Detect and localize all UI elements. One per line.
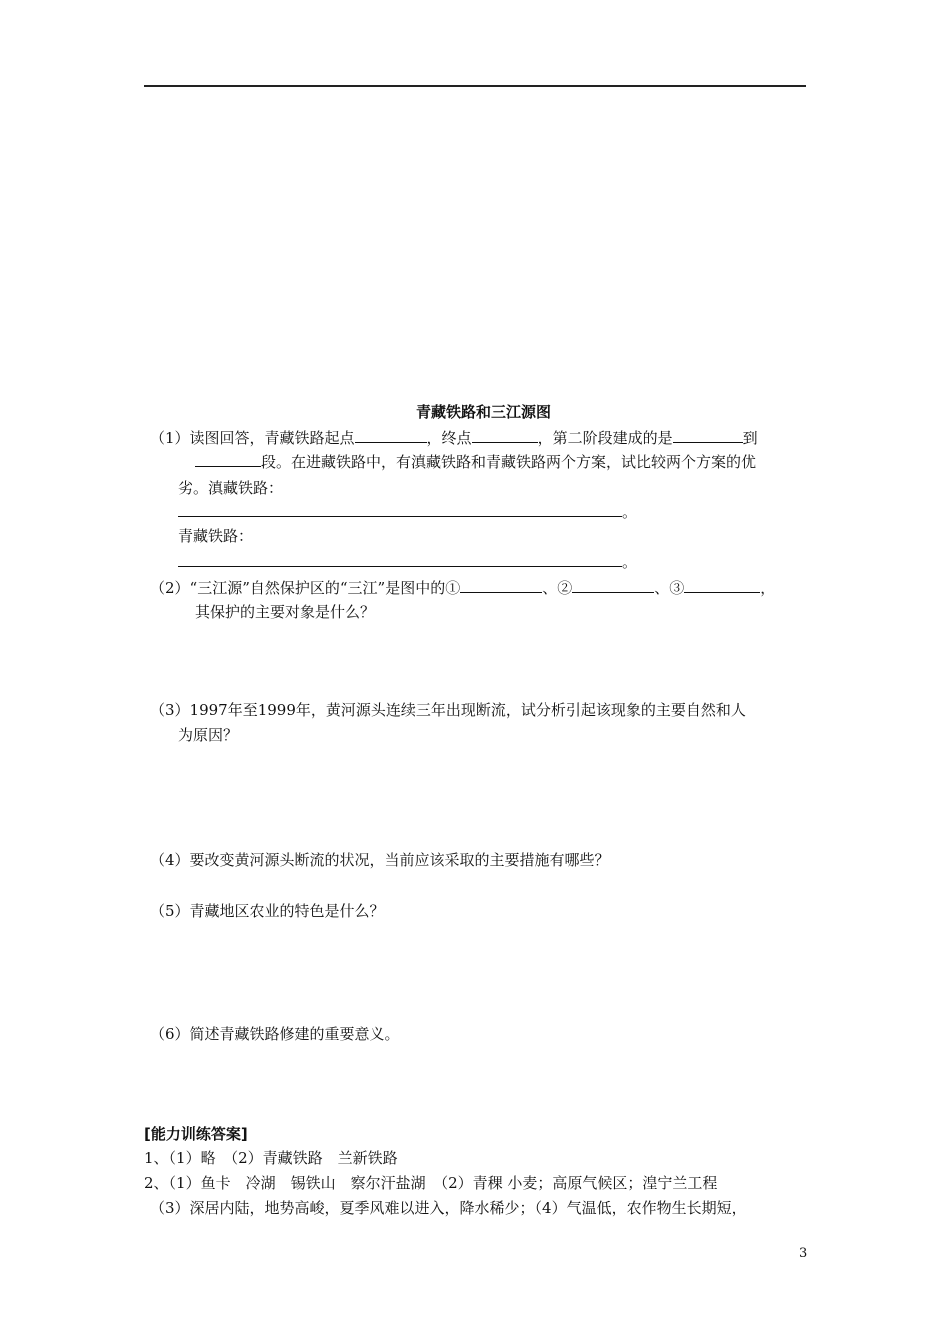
q1-line3: 劣。滇藏铁路： [178,479,284,497]
q2-tail: ， [760,579,776,597]
q3-line2: 为原因？ [178,726,239,744]
q1-qingzang-answer-line[interactable] [178,566,622,567]
q1-text-b: ，终点 [426,429,472,447]
answers-heading: [能力训练答案] [144,1125,248,1143]
q1-line1 [150,428,758,448]
q1-text-d: 到 [742,429,758,447]
q2-river2-blank[interactable] [572,578,654,593]
answers-line3: （3）深居内陆，地势高峻，夏季风难以进入，降水稀少；（4）气温低，农作物生长期短， [150,1199,747,1217]
q2-river3-blank[interactable] [684,578,760,593]
q1-line2 [195,452,756,472]
q3-line1: （3）1997年至1999年，黄河源头连续三年出现断流，试分析引起该现象的主要自然和人 [150,701,746,719]
q1-text-c: ，第二阶段建成的是 [537,429,673,447]
answers-line2: 2、（1）鱼卡 冷湖 锡铁山 察尔汗盐湖 （2）青稞 小麦；高原气候区；湟宁兰工程 [144,1174,718,1192]
answers-line1: 1、（1）略 （2）青藏铁路 兰新铁路 [144,1149,398,1167]
q2-line2: 其保护的主要对象是什么？ [195,603,376,621]
page-number: 3 [799,1246,808,1261]
figure-title: 青藏铁路和三江源图 [416,403,552,421]
q1-start-blank[interactable] [355,428,427,443]
q2-sep2: 、② [542,579,573,597]
q1-end-blank[interactable] [472,428,538,443]
q2-line1 [150,578,775,598]
q1-dianzang-answer-line[interactable] [178,516,622,517]
q2-river1-blank[interactable] [460,578,542,593]
q6-text: （6）简述青藏铁路修建的重要意义。 [150,1025,400,1043]
q5-text: （5）青藏地区农业的特色是什么？ [150,902,385,920]
q1-qingzang-label: 青藏铁路： [178,527,254,545]
q1-end-mark-2: 。 [622,553,638,571]
q1-text-line2: 段。在进藏铁路中，有滇藏铁路和青藏铁路两个方案，试比较两个方案的优 [261,453,757,471]
q1-segment-blank[interactable] [195,452,261,467]
q1-stage-blank[interactable] [673,428,743,443]
q1-end-mark-1: 。 [622,503,638,521]
q4-text: （4）要改变黄河源头断流的状况，当前应该采取的主要措施有哪些？ [150,851,610,869]
header-rule [144,85,806,87]
q2-text-prefix: （2）“三江源”自然保护区的“三江”是图中的① [150,579,461,597]
q2-sep3: 、③ [654,579,685,597]
q1-text-a: （1）读图回答，青藏铁路起点 [150,429,355,447]
